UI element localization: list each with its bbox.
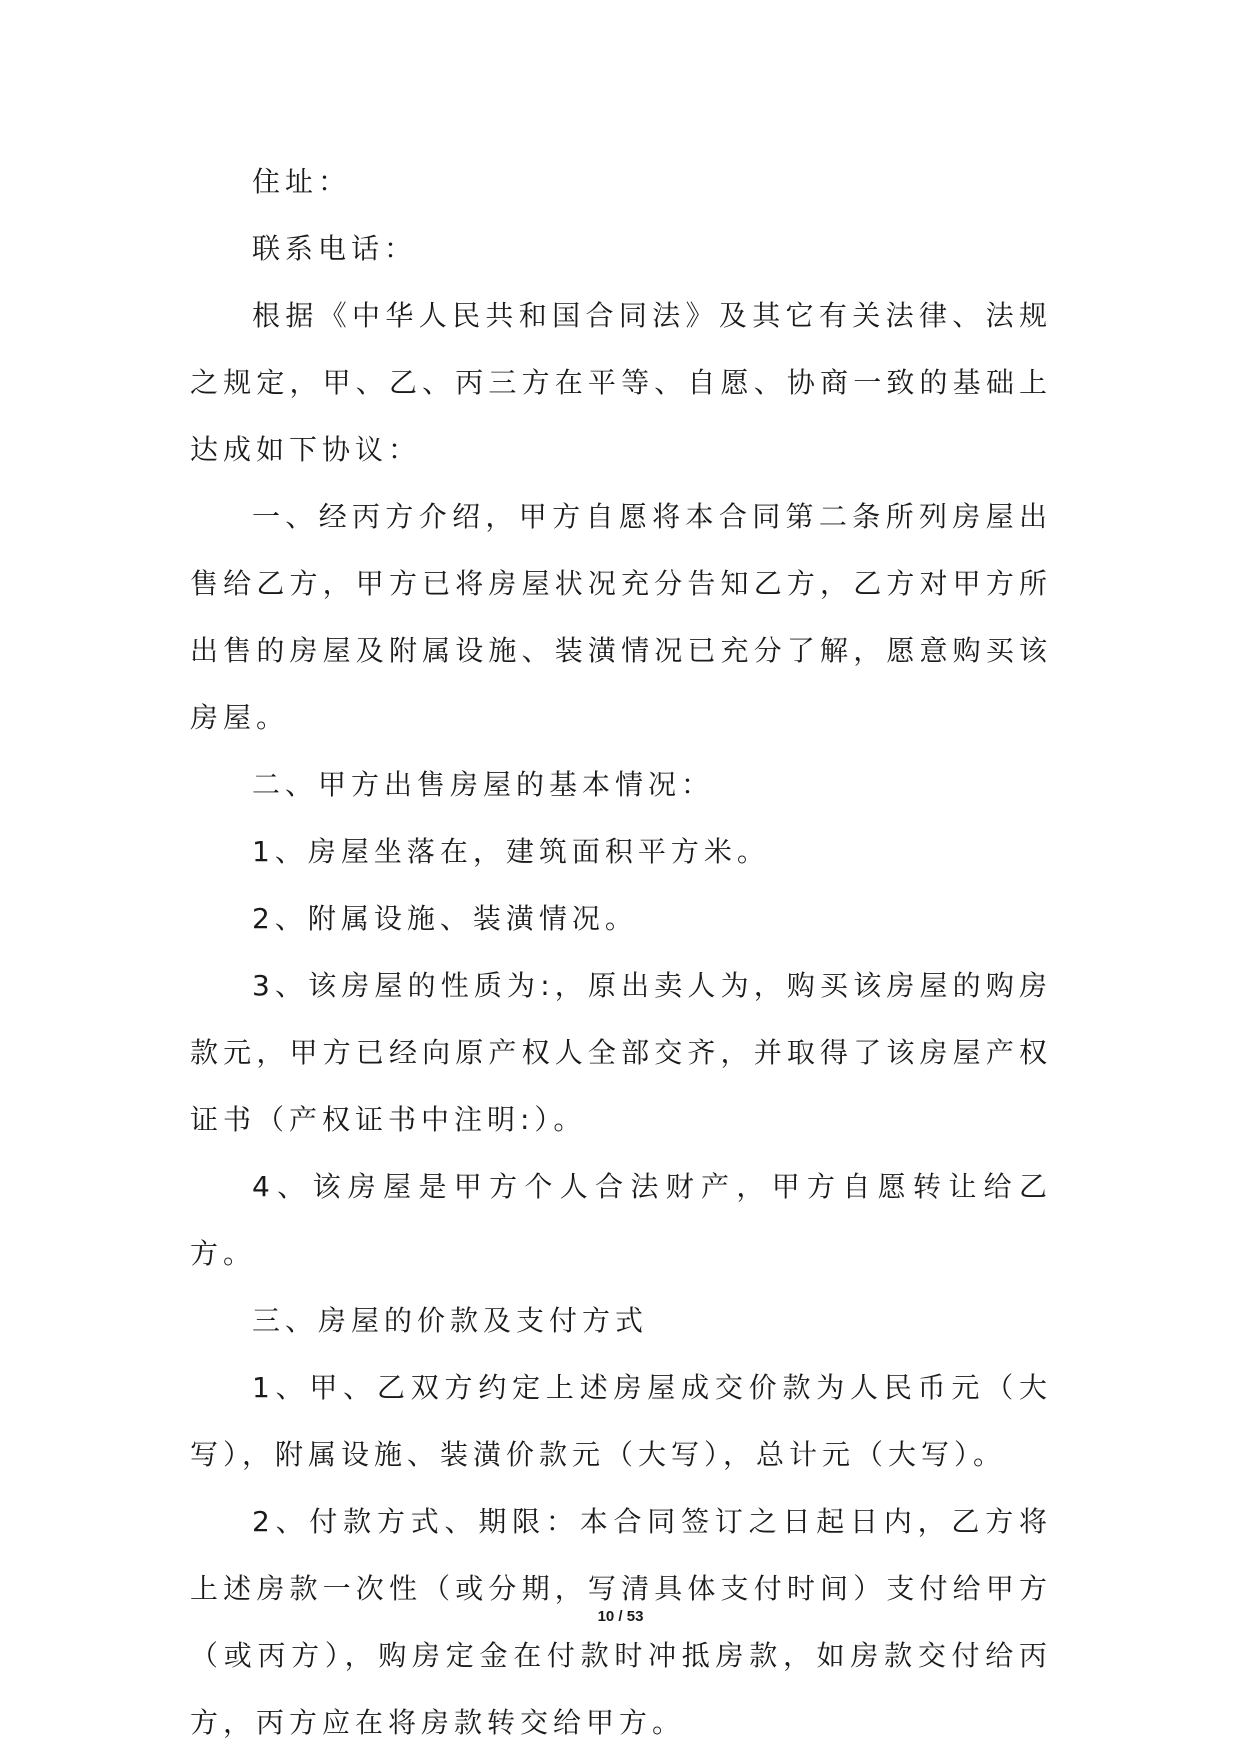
paragraph-clause-2-item-2: 2、附属设施、装潢情况。 (252, 902, 638, 935)
paragraph-clause-2-item-3: 3、该房屋的性质为:，原出卖人为，购买该房屋的购房款元，甲方已经向原产权人全部交齐，并取得了该房屋产权证书（产权证书中注明:）。 (190, 969, 1052, 1136)
paragraph-clause-2-item-1: 1、房屋坐落在，建筑面积平方米。 (252, 835, 770, 868)
paragraph-address: 住址： (252, 165, 352, 198)
document-body (190, 148, 1052, 1756)
page-number: 10 / 53 (597, 1608, 644, 1625)
paragraph-preamble: 根据《中华人民共和国合同法》及其它有关法律、法规之规定，甲、乙、丙三方在平等、自愿、协商一致的基础上达成如下协议： (190, 299, 1052, 466)
paragraph-clause-1: 一、经丙方介绍，甲方自愿将本合同第二条所列房屋出售给乙方，甲方已将房屋状况充分告知乙方，乙方对甲方所出售的房屋及附属设施、装潢情况已充分了解，愿意购买该房屋。 (190, 500, 1052, 734)
paragraph-clause-3-item-2: 2、付款方式、期限：本合同签订之日起日内，乙方将上述房款一次性（或分期，写清具体支付时间）支付给甲方（或丙方），购房定金在付款时冲抵房款，如房款交付给丙方，丙方应在将房款转交给甲方。 (190, 1505, 1052, 1739)
paragraph-phone: 联系电话： (252, 232, 418, 265)
paragraph-clause-2-item-4: 4、该房屋是甲方个人合法财产，甲方自愿转让给乙方。 (190, 1170, 1052, 1270)
paragraph-clause-3-item-1: 1、甲、乙双方约定上述房屋成交价款为人民币元（大写），附属设施、装潢价款元（大写），总计元（大写）。 (190, 1371, 1052, 1471)
paragraph-clause-2-heading: 二、甲方出售房屋的基本情况： (252, 768, 715, 801)
paragraph-clause-3-heading: 三、房屋的价款及支付方式 (252, 1304, 649, 1337)
